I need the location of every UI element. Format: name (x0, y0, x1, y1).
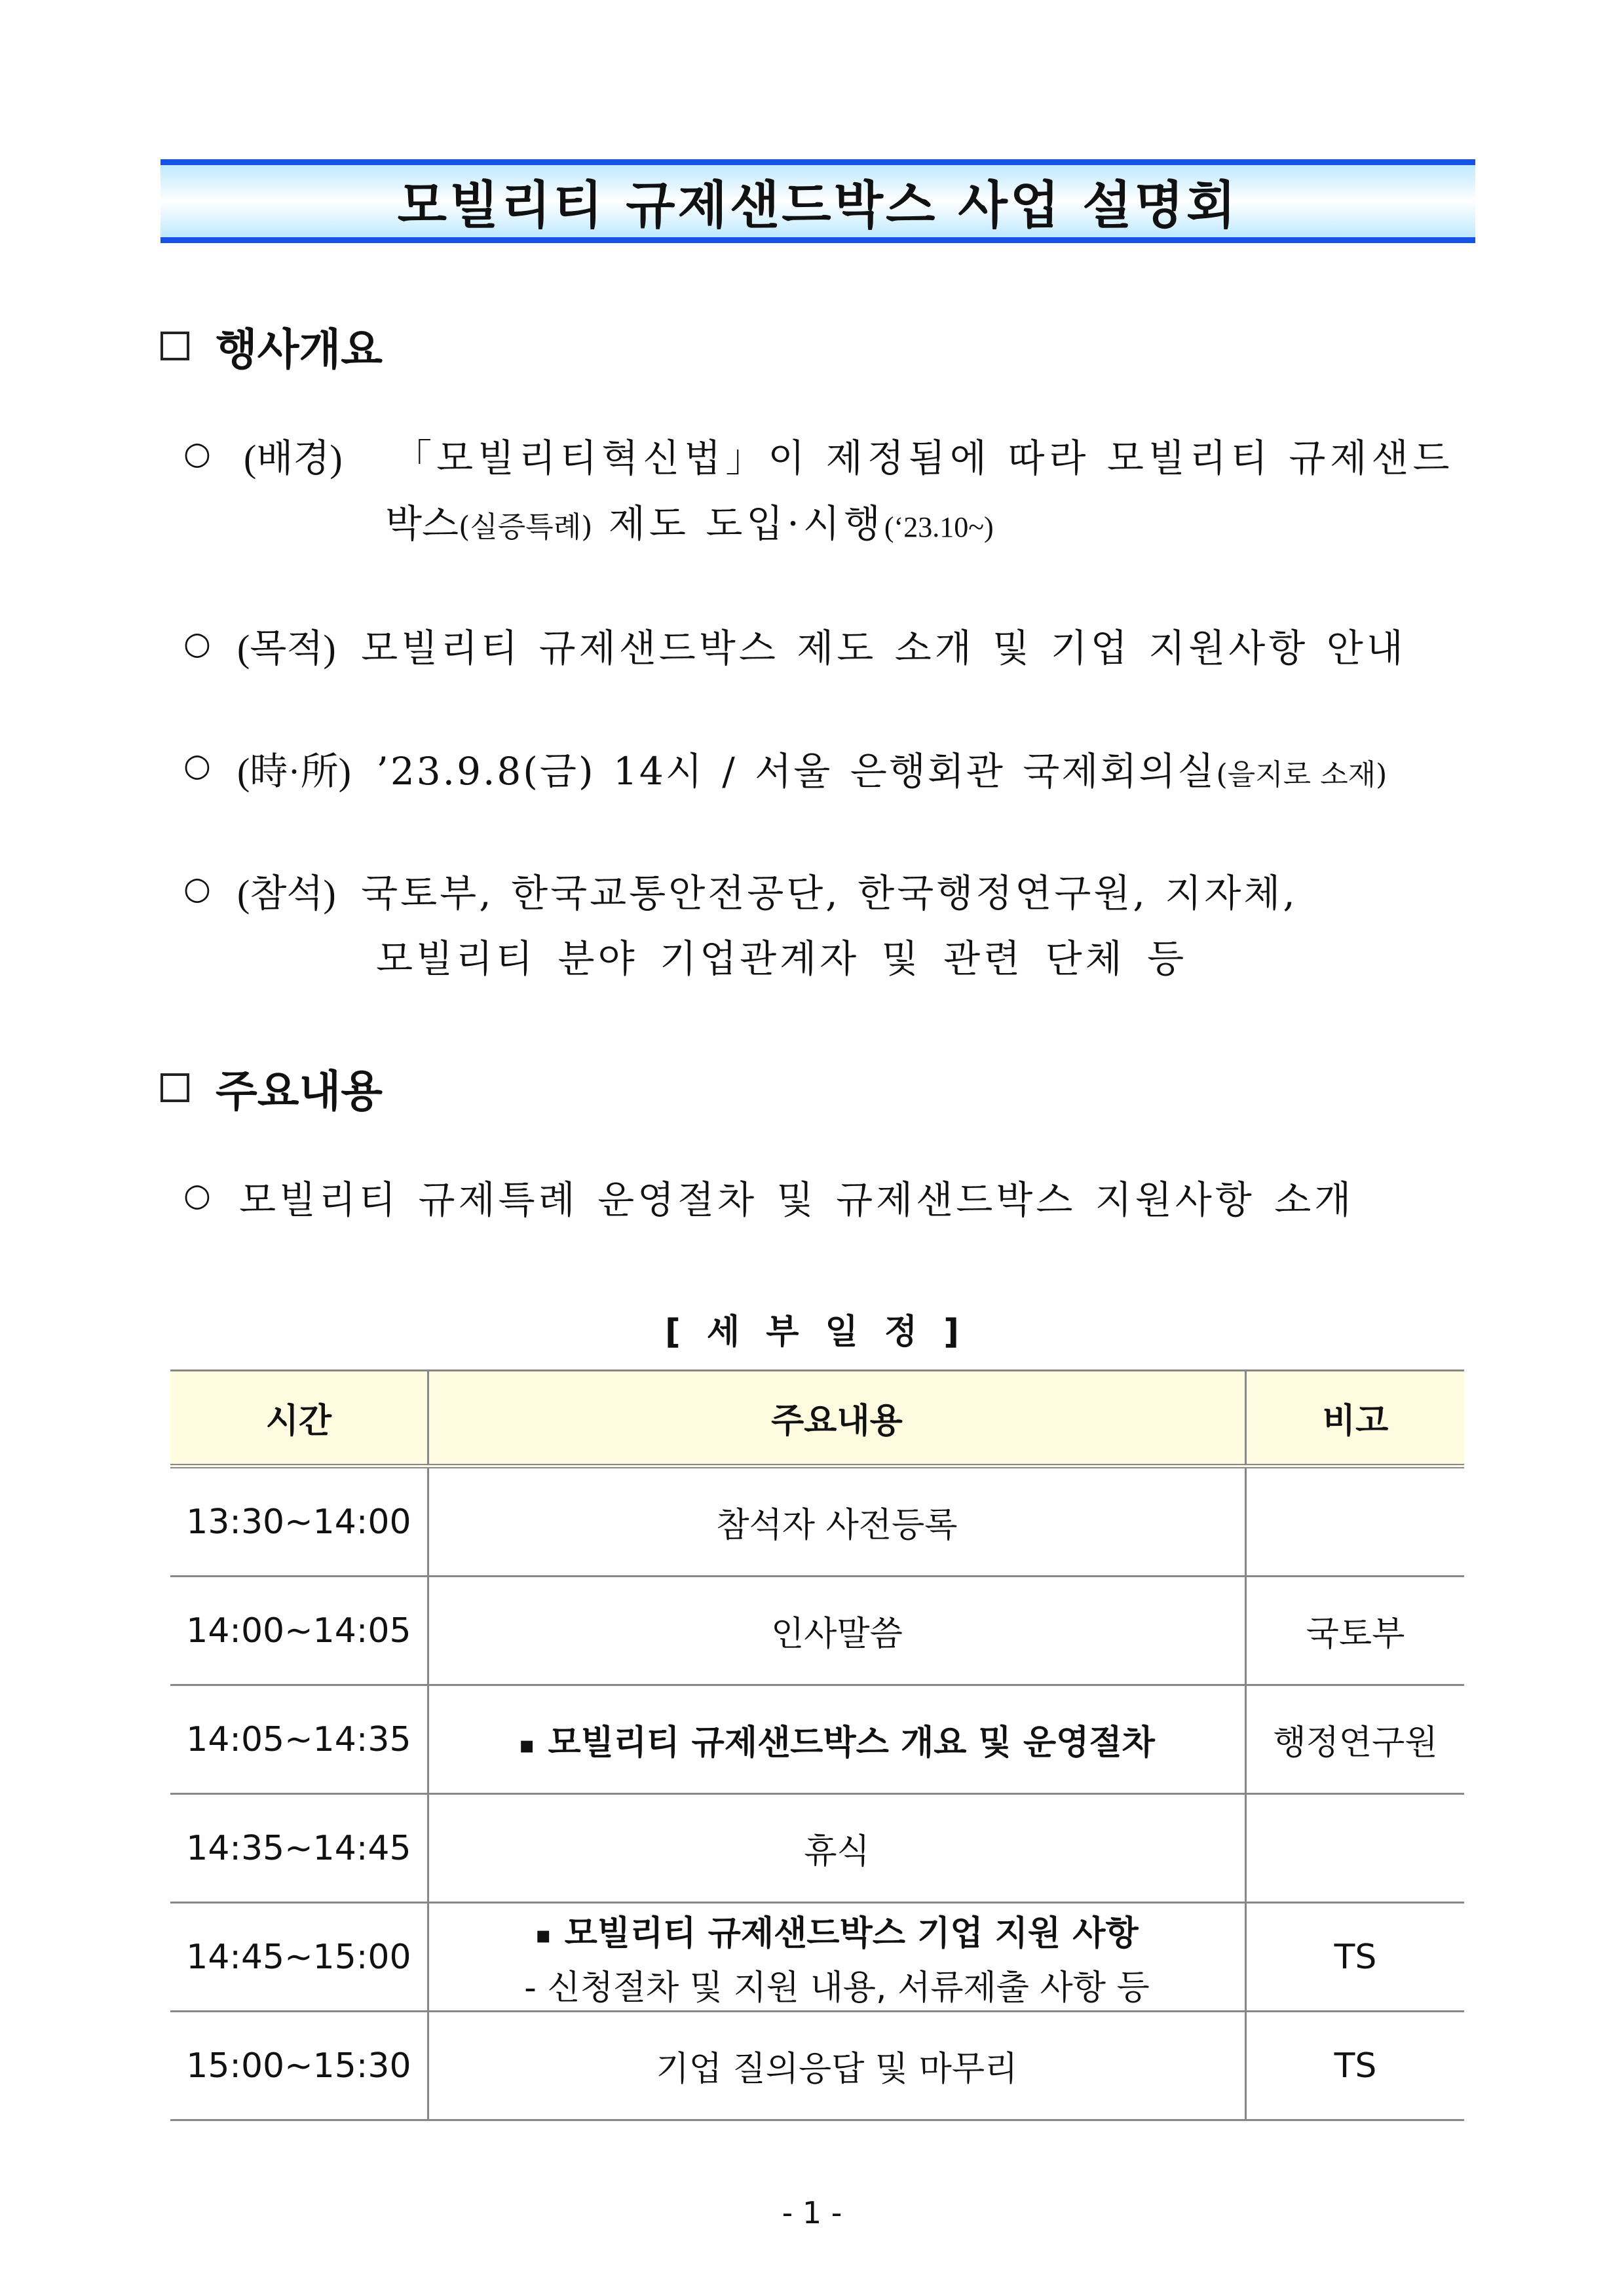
overview-attendees-line2: 모빌리티 분야 기업관계자 및 관련 단체 등 (376, 936, 1188, 981)
schedule-title: [ 세 부 일 정 ] (665, 1312, 959, 1352)
row-time: 14:35~14:45 (170, 1794, 428, 1903)
section-heading-main (161, 1056, 383, 1119)
table-row (170, 2012, 1464, 2120)
row-content (428, 1903, 1245, 2012)
section-heading-text: 주요내용 (216, 1066, 383, 1117)
item-text: 「모빌리티혁신법」이 제정됨에 따라 모빌리티 규제샌드 (394, 436, 1454, 480)
item-label: (참석) (237, 872, 336, 915)
row-content: 인사말씀 (428, 1577, 1245, 1685)
item-text: 모빌리티 규제샌드박스 제도 소개 및 기업 지원사항 안내 (361, 626, 1407, 670)
row-note: TS (1246, 2012, 1464, 2120)
row-content: 휴식 (428, 1794, 1245, 1903)
table-row (170, 1685, 1464, 1794)
row-content: 참석자 사전등록 (428, 1466, 1245, 1577)
section-heading-overview (161, 315, 383, 377)
table-row (170, 1794, 1464, 1903)
item-text: 박스 (385, 501, 459, 546)
checkbox-square-icon (161, 332, 189, 360)
schedule-table (170, 1369, 1464, 2121)
overview-background-line2 (385, 493, 994, 548)
row-time: 14:05~14:35 (170, 1685, 428, 1794)
header-note: 비고 (1246, 1371, 1464, 1466)
circle-bullet-icon: ○ (183, 435, 211, 472)
header-time: 시간 (170, 1371, 428, 1466)
row-content: 기업 질의응답 및 마무리 (428, 2012, 1245, 2120)
row-sub-content: - 신청절차 및 지원 내용, 서류제출 사항 등 (524, 1968, 1150, 2008)
overview-attendees-line1 (237, 862, 1298, 917)
row-note: 국토부 (1246, 1577, 1464, 1685)
overview-purpose-line (237, 617, 1407, 672)
row-time: 13:30~14:00 (170, 1466, 428, 1577)
overview-background-line1 (244, 427, 1454, 482)
item-date-text: (‘23.10~) (884, 511, 994, 543)
item-label: (목적) (237, 627, 336, 670)
item-small-text: (을지로 소재) (1216, 758, 1388, 792)
item-text: 제도 도입·시행 (592, 501, 884, 546)
row-note (1246, 1466, 1464, 1577)
row-content (428, 1685, 1245, 1794)
circle-bullet-icon: ○ (183, 1177, 211, 1214)
item-text: ’23.9.8(금) 14시 / 서울 은행회관 국제회의실 (376, 749, 1217, 794)
checkbox-square-icon (161, 1073, 189, 1102)
row-time: 14:00~14:05 (170, 1577, 428, 1685)
table-row (170, 1466, 1464, 1577)
circle-bullet-icon: ○ (183, 625, 211, 662)
main-content-item: 모빌리티 규제특례 운영절차 및 규제샌드박스 지원사항 소개 (239, 1177, 1355, 1222)
circle-bullet-icon: ○ (183, 747, 211, 784)
square-bullet-icon: ▪ (519, 1731, 535, 1759)
item-small-text: (실증특례) (459, 510, 593, 544)
item-label: (時·所) (237, 750, 351, 793)
document-title-banner (161, 159, 1475, 243)
row-note: TS (1246, 1903, 1464, 2012)
table-header-row (170, 1371, 1464, 1466)
row-content-text: 모빌리티 규제샌드박스 개요 및 운영절차 (548, 1723, 1155, 1763)
row-time: 14:45~15:00 (170, 1903, 428, 2012)
row-note: 행정연구원 (1246, 1685, 1464, 1794)
item-text: 국토부, 한국교통안전공단, 한국행정연구원, 지자체, (361, 871, 1298, 915)
row-note (1246, 1794, 1464, 1903)
row-content-text: 모빌리티 규제샌드박스 기업 지원 사항 (564, 1913, 1139, 1953)
document-title: 모빌리티 규제샌드박스 사업 설명회 (397, 176, 1239, 235)
square-bullet-icon: ▪ (535, 1922, 552, 1949)
item-label: (배경) (244, 437, 343, 480)
table-row (170, 1577, 1464, 1685)
circle-bullet-icon: ○ (183, 870, 211, 907)
row-time: 15:00~15:30 (170, 2012, 428, 2120)
section-heading-text: 행사개요 (216, 324, 383, 375)
table-row (170, 1903, 1464, 2012)
header-content: 주요내용 (428, 1371, 1245, 1466)
page-number: - 1 - (782, 2195, 842, 2230)
overview-time-place-line (237, 740, 1387, 795)
